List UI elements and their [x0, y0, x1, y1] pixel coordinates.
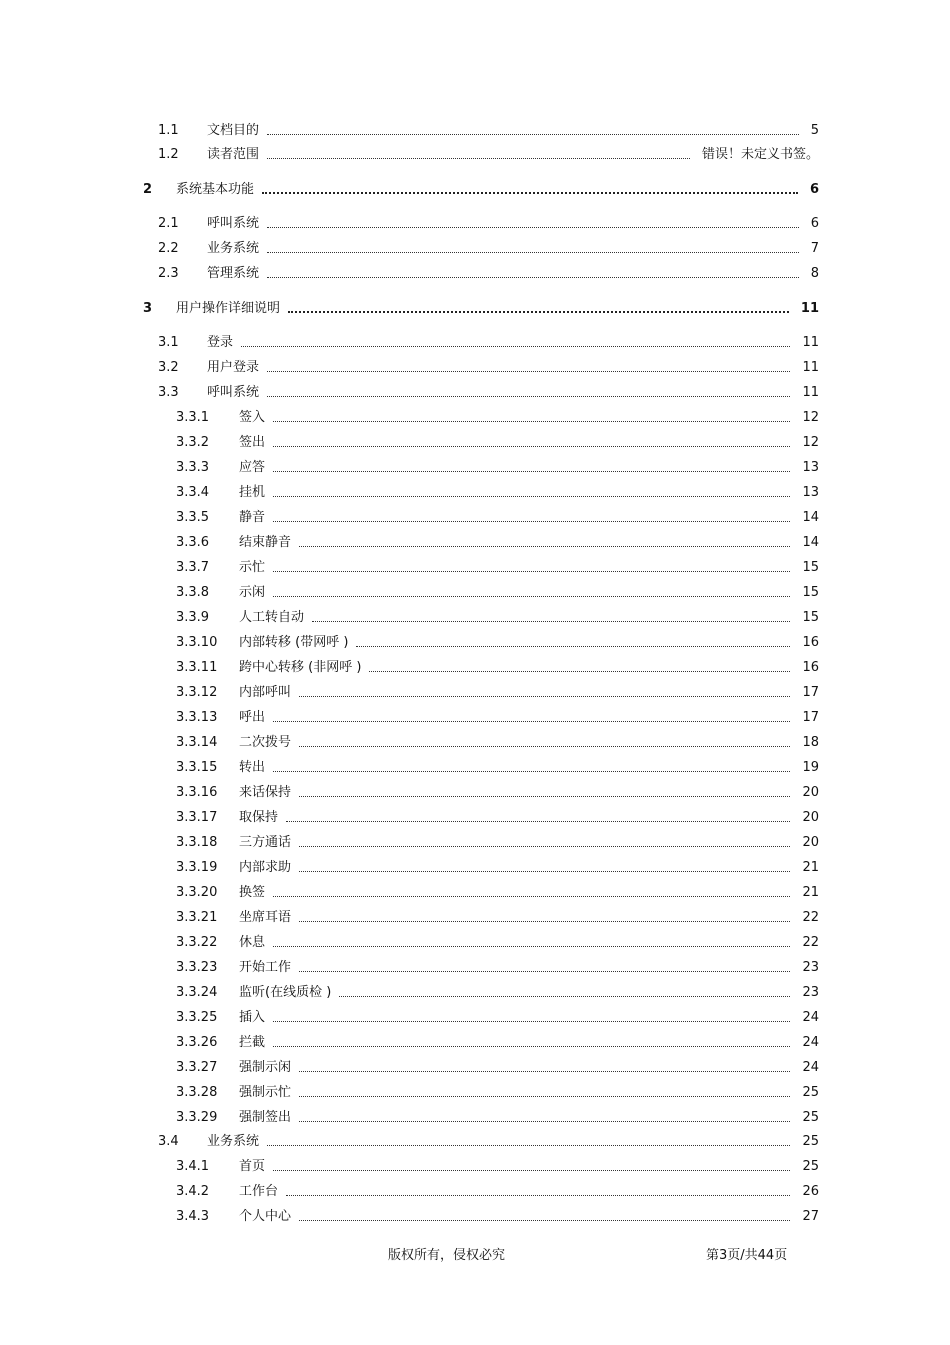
toc-entry[interactable] [0, 833, 950, 853]
toc-entry-page: 8 [810, 266, 819, 281]
toc-entry-number: 3.3.15 [176, 760, 218, 775]
toc-entry[interactable] [0, 533, 950, 553]
toc-entry-number: 3.3.27 [176, 1060, 218, 1075]
toc-entry[interactable] [0, 408, 950, 428]
toc-entry-title: 转出 [239, 760, 266, 775]
toc-entry[interactable] [0, 958, 950, 978]
toc-entry-page: 5 [810, 123, 819, 138]
toc-entry-number: 3.3.21 [176, 910, 218, 925]
toc-entry[interactable] [0, 1108, 950, 1128]
toc-entry-number: 3.3.18 [176, 835, 218, 850]
toc-entry-page: 15 [802, 560, 819, 575]
toc-entry-page: 25 [802, 1159, 819, 1174]
toc-entry-title: 登录 [207, 335, 234, 350]
toc-entry-page: 12 [802, 435, 819, 450]
toc-entry-page: 26 [802, 1184, 819, 1199]
toc-entry-page: 19 [802, 760, 819, 775]
toc-entry[interactable] [0, 683, 950, 703]
toc-entry-number: 3.3.28 [176, 1085, 218, 1100]
toc-entry[interactable] [0, 733, 950, 753]
toc-entry-page: 25 [802, 1134, 819, 1149]
toc-entry-page: 14 [802, 535, 819, 550]
toc-entry-number: 2.3 [158, 266, 179, 281]
toc-entry-page: 16 [802, 635, 819, 650]
toc-dot-leader [299, 921, 790, 922]
toc-entry[interactable] [0, 458, 950, 478]
toc-entry[interactable] [0, 1182, 950, 1202]
toc-entry-page: 20 [802, 835, 819, 850]
toc-entry[interactable] [0, 299, 950, 319]
toc-entry-title: 文档目的 [207, 123, 260, 138]
toc-entry-page: 15 [802, 610, 819, 625]
toc-entry-number: 3.3.24 [176, 985, 218, 1000]
toc-entry-number: 3.4.2 [176, 1184, 210, 1199]
toc-entry[interactable] [0, 214, 950, 234]
toc-entry-title: 系统基本功能 [176, 182, 255, 197]
toc-entry-title: 挂机 [239, 485, 266, 500]
toc-entry[interactable] [0, 658, 950, 678]
toc-dot-leader [299, 1096, 790, 1097]
toc-entry-page: 11 [802, 385, 819, 400]
toc-entry-page: 13 [802, 485, 819, 500]
toc-entry-title: 跨中心转移 (非网呼 ) [239, 660, 362, 675]
toc-dot-leader [299, 846, 790, 847]
toc-entry-title: 内部呼叫 [239, 685, 292, 700]
toc-entry-number: 3.4.1 [176, 1159, 210, 1174]
toc-entry-number: 3.3.22 [176, 935, 218, 950]
toc-entry-title: 示忙 [239, 560, 266, 575]
toc-dot-leader [267, 227, 799, 228]
footer-copyright: 版权所有，侵权必究 [388, 1248, 506, 1263]
toc-entry-number: 3.4.3 [176, 1209, 210, 1224]
toc-dot-leader [299, 1220, 790, 1221]
toc-entry[interactable] [0, 239, 950, 259]
toc-entry-title: 读者范围 [207, 147, 260, 162]
toc-entry-page: 24 [802, 1035, 819, 1050]
toc-entry-number: 2.1 [158, 216, 179, 231]
toc-entry-page: 6 [809, 182, 819, 197]
toc-dot-leader [273, 1046, 790, 1047]
toc-entry-page: 6 [810, 216, 819, 231]
toc-entry-number: 3.3 [158, 385, 179, 400]
toc-entry-number: 3.2 [158, 360, 179, 375]
toc-entry-page: 21 [802, 885, 819, 900]
toc-entry-page: 25 [802, 1085, 819, 1100]
toc-entry-title: 静音 [239, 510, 266, 525]
toc-entry[interactable] [0, 883, 950, 903]
toc-entry-title: 换签 [239, 885, 266, 900]
toc-dot-leader [273, 471, 790, 472]
toc-dot-leader [273, 1021, 790, 1022]
toc-entry-number: 3.3.6 [176, 535, 210, 550]
toc-entry-number: 3.3.5 [176, 510, 210, 525]
toc-entry-page: 22 [802, 935, 819, 950]
toc-entry[interactable] [0, 858, 950, 878]
toc-entry-title: 强制签出 [239, 1110, 292, 1125]
toc-entry[interactable] [0, 633, 950, 653]
toc-entry-number: 3.3.12 [176, 685, 218, 700]
toc-entry-number: 3.3.10 [176, 635, 218, 650]
toc-entry-page: 17 [802, 685, 819, 700]
toc-dot-leader [288, 311, 789, 313]
toc-entry-page: 25 [802, 1110, 819, 1125]
toc-entry-title: 休息 [239, 935, 266, 950]
toc-dot-leader [286, 821, 790, 822]
toc-entry-title: 示闲 [239, 585, 266, 600]
toc-entry[interactable] [0, 145, 950, 165]
toc-entry-title: 拦截 [239, 1035, 266, 1050]
toc-entry-number: 3.3.14 [176, 735, 218, 750]
toc-dot-leader [299, 871, 790, 872]
toc-entry-number: 3.4 [158, 1134, 179, 1149]
toc-dot-leader [267, 1145, 790, 1146]
toc-entry-page: 20 [802, 785, 819, 800]
toc-entry[interactable] [0, 708, 950, 728]
toc-entry-number: 3.3.7 [176, 560, 210, 575]
toc-entry[interactable] [0, 933, 950, 953]
toc-entry-number: 3.3.2 [176, 435, 210, 450]
toc-dot-leader [369, 671, 790, 672]
toc-entry-page: 12 [802, 410, 819, 425]
toc-entry-title: 坐席耳语 [239, 910, 292, 925]
toc-entry[interactable] [0, 483, 950, 503]
toc-entry[interactable] [0, 758, 950, 778]
toc-entry-title: 呼出 [239, 710, 266, 725]
toc-entry-number: 3.3.16 [176, 785, 218, 800]
toc-dot-leader [267, 252, 799, 253]
toc-entry[interactable] [0, 1132, 950, 1152]
toc-entry-title: 工作台 [239, 1184, 279, 1199]
toc-entry[interactable] [0, 608, 950, 628]
toc-entry-number: 3.3.29 [176, 1110, 218, 1125]
toc-entry-page: 24 [802, 1060, 819, 1075]
toc-entry[interactable] [0, 1058, 950, 1078]
toc-entry-page: 错误！未定义书签。 [701, 147, 819, 162]
toc-entry[interactable] [0, 1157, 950, 1177]
toc-dot-leader [299, 1121, 790, 1122]
toc-entry-title: 内部转移 (带网呼 ) [239, 635, 349, 650]
toc-dot-leader [241, 346, 790, 347]
toc-entry-title: 呼叫系统 [207, 385, 260, 400]
toc-entry-page: 23 [802, 960, 819, 975]
toc-entry-page: 27 [802, 1209, 819, 1224]
toc-dot-leader [273, 946, 790, 947]
toc-entry-number: 2.2 [158, 241, 179, 256]
toc-entry-number: 2 [143, 182, 153, 197]
toc-entry-number: 3.3.26 [176, 1035, 218, 1050]
toc-entry-title: 人工转自动 [239, 610, 305, 625]
toc-entry[interactable] [0, 558, 950, 578]
toc-entry-page: 11 [802, 360, 819, 375]
toc-entry-number: 3.3.1 [176, 410, 210, 425]
toc-entry-title: 签入 [239, 410, 266, 425]
toc-dot-leader [299, 971, 790, 972]
toc-entry-number: 3.3.9 [176, 610, 210, 625]
toc-entry[interactable] [0, 121, 950, 141]
toc-entry-number: 3.1 [158, 335, 179, 350]
toc-dot-leader [267, 134, 799, 135]
toc-entry[interactable] [0, 1083, 950, 1103]
toc-dot-leader [299, 546, 790, 547]
toc-dot-leader [273, 521, 790, 522]
toc-dot-leader [273, 596, 790, 597]
toc-entry-number: 3.3.13 [176, 710, 218, 725]
toc-entry-page: 14 [802, 510, 819, 525]
toc-entry-title: 开始工作 [239, 960, 292, 975]
toc-dot-leader [267, 158, 690, 159]
toc-dot-leader [273, 446, 790, 447]
toc-entry-page: 13 [802, 460, 819, 475]
toc-entry-page: 18 [802, 735, 819, 750]
toc-entry[interactable] [0, 908, 950, 928]
toc-entry-title: 签出 [239, 435, 266, 450]
toc-dot-leader [356, 646, 790, 647]
toc-entry-title: 业务系统 [207, 1134, 260, 1149]
toc-entry[interactable] [0, 1008, 950, 1028]
toc-entry-title: 来话保持 [239, 785, 292, 800]
toc-entry-page: 21 [802, 860, 819, 875]
toc-dot-leader [262, 192, 798, 194]
toc-entry-number: 3.3.8 [176, 585, 210, 600]
toc-entry-title: 个人中心 [239, 1209, 292, 1224]
toc-entry[interactable] [0, 180, 950, 200]
toc-entry[interactable] [0, 1207, 950, 1227]
toc-dot-leader [267, 371, 790, 372]
toc-entry-number: 3.3.11 [176, 660, 218, 675]
toc-entry-number: 3.3.19 [176, 860, 218, 875]
toc-entry-title: 强制示闲 [239, 1060, 292, 1075]
toc-dot-leader [273, 771, 790, 772]
toc-entry-title: 监听(在线质检 ) [239, 985, 332, 1000]
toc-entry-number: 3.3.17 [176, 810, 218, 825]
toc-entry-title: 用户登录 [207, 360, 260, 375]
toc-entry-title: 呼叫系统 [207, 216, 260, 231]
toc-dot-leader [267, 396, 790, 397]
toc-dot-leader [273, 721, 790, 722]
toc-entry-title: 应答 [239, 460, 266, 475]
toc-entry-number: 1.1 [158, 123, 179, 138]
toc-dot-leader [273, 1170, 790, 1171]
toc-dot-leader [299, 746, 790, 747]
toc-entry[interactable] [0, 383, 950, 403]
toc-entry-title: 首页 [239, 1159, 266, 1174]
toc-entry-number: 3 [143, 301, 153, 316]
toc-entry[interactable] [0, 333, 950, 353]
toc-entry[interactable] [0, 783, 950, 803]
toc-entry-number: 3.3.3 [176, 460, 210, 475]
toc-dot-leader [267, 277, 799, 278]
toc-entry-page: 15 [802, 585, 819, 600]
toc-dot-leader [299, 1071, 790, 1072]
toc-entry[interactable] [0, 264, 950, 284]
toc-entry-title: 取保持 [239, 810, 279, 825]
toc-entry-number: 1.2 [158, 147, 179, 162]
toc-entry[interactable] [0, 433, 950, 453]
toc-entry-title: 用户操作详细说明 [176, 301, 281, 316]
toc-dot-leader [339, 996, 790, 997]
toc-entry[interactable] [0, 508, 950, 528]
toc-dot-leader [312, 621, 790, 622]
toc-entry-page: 16 [802, 660, 819, 675]
toc-entry-title: 结束静音 [239, 535, 292, 550]
toc-entry-title: 强制示忙 [239, 1085, 292, 1100]
toc-entry-title: 二次拨号 [239, 735, 292, 750]
toc-dot-leader [273, 571, 790, 572]
toc-entry-number: 3.3.4 [176, 485, 210, 500]
toc-entry-page: 17 [802, 710, 819, 725]
toc-entry-title: 插入 [239, 1010, 266, 1025]
toc-entry-page: 23 [802, 985, 819, 1000]
toc-entry-title: 三方通话 [239, 835, 292, 850]
toc-entry-number: 3.3.25 [176, 1010, 218, 1025]
toc-entry-number: 3.3.23 [176, 960, 218, 975]
toc-dot-leader [299, 796, 790, 797]
toc-entry[interactable] [0, 358, 950, 378]
toc-entry-page: 24 [802, 1010, 819, 1025]
toc-entry-page: 20 [802, 810, 819, 825]
footer-page-info: 第3页/共44页 [706, 1248, 788, 1263]
toc-entry-page: 11 [800, 301, 819, 316]
toc-entry-page: 22 [802, 910, 819, 925]
toc-entry-number: 3.3.20 [176, 885, 218, 900]
toc-entry[interactable] [0, 808, 950, 828]
toc-dot-leader [286, 1195, 790, 1196]
toc-entry-page: 7 [810, 241, 819, 256]
toc-entry-page: 11 [802, 335, 819, 350]
toc-entry-title: 业务系统 [207, 241, 260, 256]
toc-entry[interactable] [0, 583, 950, 603]
toc-dot-leader [273, 496, 790, 497]
toc-entry[interactable] [0, 1033, 950, 1053]
toc-entry[interactable] [0, 983, 950, 1003]
toc-dot-leader [299, 696, 790, 697]
toc-entry-title: 管理系统 [207, 266, 260, 281]
toc-dot-leader [273, 896, 790, 897]
toc-entry-title: 内部求助 [239, 860, 292, 875]
toc-dot-leader [273, 421, 790, 422]
